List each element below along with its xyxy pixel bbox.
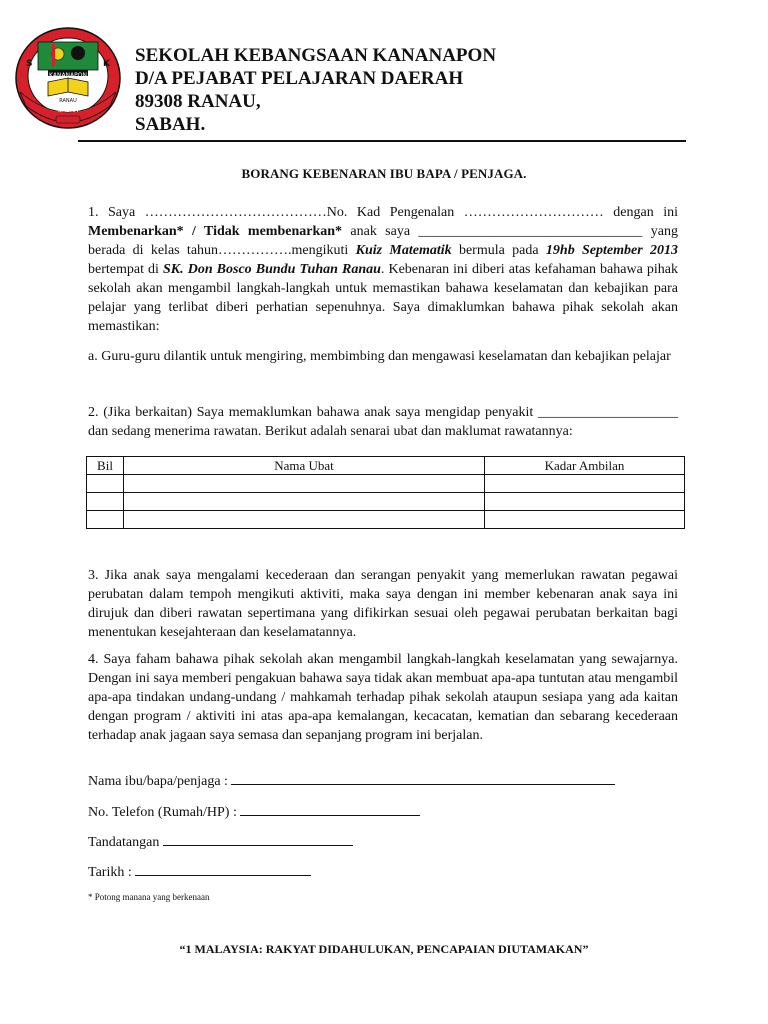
signature-label: Tandatangan <box>88 835 163 850</box>
logo-banner-text: KANANAPON <box>49 72 87 79</box>
logo-bottom-text: SABAH <box>57 107 79 114</box>
paragraph-1 <box>88 203 678 336</box>
footnote: * Potong manana yang berkenaan <box>88 892 210 902</box>
p1-text-4: bertempat di <box>88 262 164 277</box>
table-cell[interactable] <box>87 475 124 493</box>
date-label: Tarikh : <box>88 865 136 880</box>
phone-label: No. Telefon (Rumah/HP) : <box>88 805 241 820</box>
p1-text-1: 1. Saya …………………………………No. Kad Pengenalan ………………………… dengan ini <box>88 205 678 220</box>
school-name: SEKOLAH KEBANGSAAN KANANAPON <box>135 45 497 66</box>
p1-text-3: bermula pada <box>451 243 546 258</box>
school-address-line1: D/A PEJABAT PELAJARAN DAERAH <box>135 68 464 89</box>
signature-field <box>88 833 353 851</box>
paragraph-4: 4. Saya faham bahawa pihak sekolah akan mengambil langkah-langkah keselamatan yang sewajarnya. Dengan ini saya memberi pengakuan bahawa saya tidak akan membuat apa-apa tuntutan atau mengambil apa-apa tindakan undang-undang / mahkamah terhadap pihak sekolah ataupun sesiapa yang ada kaitan dengan program / aktiviti ini atas apa-apa kemalangan, kecacatan, kematian dan sebarang kecederaan terhadap anak jagaan saya semasa dan sepanjang program ini berjalan. <box>88 652 678 743</box>
table-cell[interactable] <box>124 493 485 511</box>
parent-name-label: Nama ibu/bapa/penjaga : <box>88 774 232 789</box>
motto: “1 MALAYSIA: RAKYAT DIDAHULUKAN, PENCAPAIAN DIUTAMAKAN” <box>179 942 589 956</box>
paragraph-a: a. Guru-guru dilantik untuk mengiring, membimbing dan mengawasi keselamatan dan kebajikan pelajar <box>88 349 671 364</box>
event-venue: SK. Don Bosco Bundu Tuhan Ranau <box>163 262 381 277</box>
table-cell[interactable] <box>485 493 685 511</box>
table-cell[interactable] <box>124 475 485 493</box>
phone-line[interactable] <box>240 803 420 816</box>
date-field <box>88 863 311 881</box>
table-header-row <box>87 457 685 475</box>
header-divider <box>78 140 686 142</box>
table-row <box>87 493 685 511</box>
logo-letter-s: S <box>26 59 33 69</box>
paragraph-3: 3. Jika anak saya mengalami kecederaan dan serangan penyakit yang memerlukan rawatan pegawai perubatan dalam tempoh mengikuti aktiviti, maka saya dengan ini member kebenaran anak saya ini dirujuk dan diberi rawatan sepertimana yang difikirkan sesuai oleh pegawai perubatan berkaitan bagi menentukan kesejahteraan dan keselamatannya. <box>88 568 678 640</box>
event-name: Kuiz Matematik <box>355 243 452 258</box>
school-address-line2: 89308 RANAU, <box>135 91 261 112</box>
form-title: BORANG KEBENARAN IBU BAPA / PENJAGA. <box>241 166 527 181</box>
logo-sub-text: RANAU <box>59 98 77 104</box>
phone-field <box>88 803 420 821</box>
table-cell[interactable] <box>485 511 685 529</box>
permission-choice: Membenarkan* / Tidak membenarkan* <box>88 224 343 239</box>
table-row <box>87 511 685 529</box>
paragraph-2: 2. (Jika berkaitan) Saya memaklumkan bahawa anak saya mengidap penyakit ____________________ dan sedang menerima rawatan. Berikut adalah senarai ubat dan maklumat rawatannya: <box>88 405 678 439</box>
school-logo <box>12 22 124 134</box>
col-header-nama-ubat: Nama Ubat <box>124 457 485 475</box>
col-header-bil: Bil <box>87 457 124 475</box>
table-cell[interactable] <box>87 493 124 511</box>
event-date: 19hb September 2013 <box>545 243 678 258</box>
p1-text-5: . Kebenaran ini diberi atas kefahaman bahawa pihak sekolah akan mengambil langkah-langkah untuk memastikan bahawa keselamatan dan kebajikan para pelajar yang terlibat diberi perhatian sepenuhnya. Saya dimaklumkan bahawa pihak sekolah akan memastikan: <box>88 262 678 334</box>
logo-letter-k: K <box>103 59 110 69</box>
medication-table <box>86 456 685 529</box>
p1-text-2: anak saya ________________________________ yang berada di kelas tahun…………….mengikuti <box>88 224 678 258</box>
school-header <box>135 44 496 136</box>
signature-line[interactable] <box>163 833 353 846</box>
parent-name-line[interactable] <box>231 772 615 785</box>
table-cell[interactable] <box>485 475 685 493</box>
table-cell[interactable] <box>87 511 124 529</box>
date-line[interactable] <box>135 863 311 876</box>
school-address-line3: SABAH. <box>135 114 206 135</box>
table-row <box>87 475 685 493</box>
table-cell[interactable] <box>124 511 485 529</box>
parent-name-field <box>88 772 615 790</box>
col-header-kadar-ambilan: Kadar Ambilan <box>485 457 685 475</box>
